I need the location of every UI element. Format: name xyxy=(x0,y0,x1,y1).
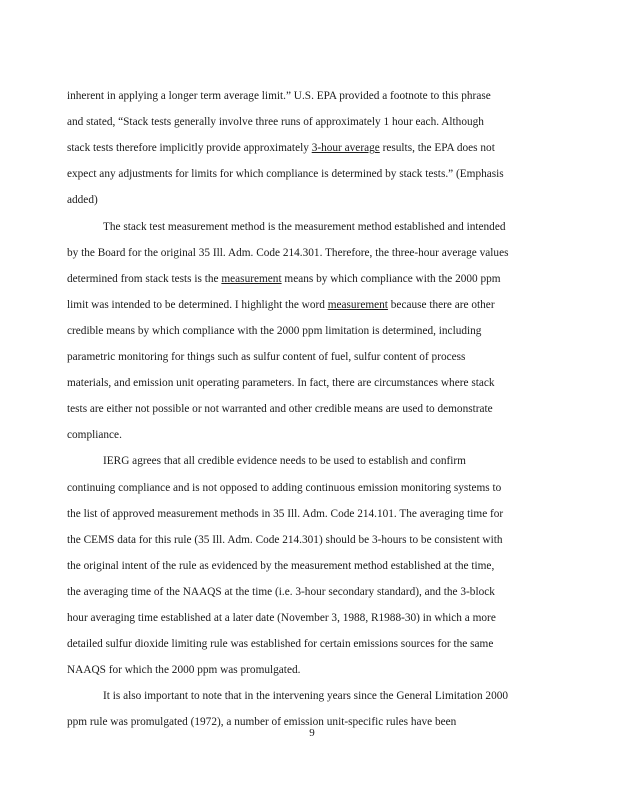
text-line xyxy=(67,376,567,390)
text-line xyxy=(67,663,567,677)
text-line xyxy=(103,689,567,703)
text-segment: added) xyxy=(67,194,98,207)
text-line xyxy=(103,220,567,234)
text-segment: expect any adjustments for limits for which compliance is determined by stack tests.” (Emphasis xyxy=(67,168,504,181)
text-segment: determined from stack tests is the xyxy=(67,272,222,285)
text-line xyxy=(67,507,567,521)
underlined-text: measurement xyxy=(327,298,388,311)
text-line xyxy=(67,89,567,103)
text-line xyxy=(67,428,567,442)
text-segment: IERG agrees that all credible evidence needs to be used to establish and confirm xyxy=(103,455,466,468)
text-line xyxy=(67,246,567,260)
text-segment: hour averaging time established at a later date (November 3, 1988, R1988-30) in which a more xyxy=(67,612,496,624)
text-line xyxy=(67,533,567,547)
text-line xyxy=(67,481,567,495)
text-segment: because there are other xyxy=(387,298,495,311)
text-segment: and stated, “Stack tests generally involve three runs of approximately 1 hour each. Although xyxy=(67,116,484,129)
page-number: 9 xyxy=(309,727,315,739)
text-segment: ppm rule was promulgated (1972), a number of emission unit-specific rules have been xyxy=(67,716,457,729)
text-line xyxy=(67,559,567,573)
text-line xyxy=(67,167,567,181)
text-line xyxy=(103,454,567,468)
text-segment: The stack test measurement method is the measurement method established and intended xyxy=(103,220,506,233)
text-line xyxy=(67,611,567,625)
text-segment: results, the EPA does not xyxy=(379,142,495,155)
text-segment: by the Board for the original 35 Ill. Adm. Code 214.301. Therefore, the three-hour average values xyxy=(67,246,509,259)
underlined-text: measurement xyxy=(221,272,282,285)
text-line xyxy=(67,193,567,207)
text-segment: It is also important to note that in the intervening years since the General Limitation 2000 xyxy=(103,690,509,703)
text-line xyxy=(67,402,567,416)
text-segment: materials, and emission unit operating parameters. In fact, there are circumstances where stack xyxy=(67,377,495,390)
text-line xyxy=(67,115,567,129)
underlined-text: 3-hour average xyxy=(311,142,380,155)
text-segment: means by which compliance with the 2000 ppm xyxy=(281,272,501,285)
text-line xyxy=(67,324,567,338)
text-line xyxy=(67,585,567,599)
text-segment: continuing compliance and is not opposed to adding continuous emission monitoring systems to xyxy=(67,481,502,494)
text-segment: NAAQS for which the 2000 ppm was promulgated. xyxy=(67,664,301,677)
text-line xyxy=(67,350,567,364)
text-segment: the list of approved measurement methods in 35 Ill. Adm. Code 214.101. The averaging time for xyxy=(67,507,504,520)
text-segment: the averaging time of the NAAQS at the time (i.e. 3-hour secondary standard), and the 3-block xyxy=(67,585,495,598)
text-segment: limit was intended to be determined. I highlight the word xyxy=(67,298,328,311)
text-segment: parametric monitoring for things such as sulfur content of fuel, sulfur content of process xyxy=(67,351,466,363)
text-segment: compliance. xyxy=(67,429,122,442)
text-segment: tests are either not possible or not warranted and other credible means are used to demonstrate xyxy=(67,403,493,416)
text-line xyxy=(67,141,567,155)
text-segment: stack tests therefore implicitly provide approximately xyxy=(67,142,312,155)
text-segment: detailed sulfur dioxide limiting rule was established for certain emissions sources for the same xyxy=(67,638,494,651)
text-line xyxy=(67,298,567,312)
text-segment: inherent in applying a longer term average limit.” U.S. EPA provided a footnote to this phrase xyxy=(67,90,491,102)
text-segment: the original intent of the rule as evidenced by the measurement method established at the time, xyxy=(67,559,495,572)
text-line xyxy=(67,272,567,286)
text-segment: the CEMS data for this rule (35 Ill. Adm. Code 214.301) should be 3-hours to be consistent with xyxy=(67,533,503,546)
text-segment: credible means by which compliance with the 2000 ppm limitation is determined, including xyxy=(67,324,482,337)
text-line xyxy=(67,637,567,651)
